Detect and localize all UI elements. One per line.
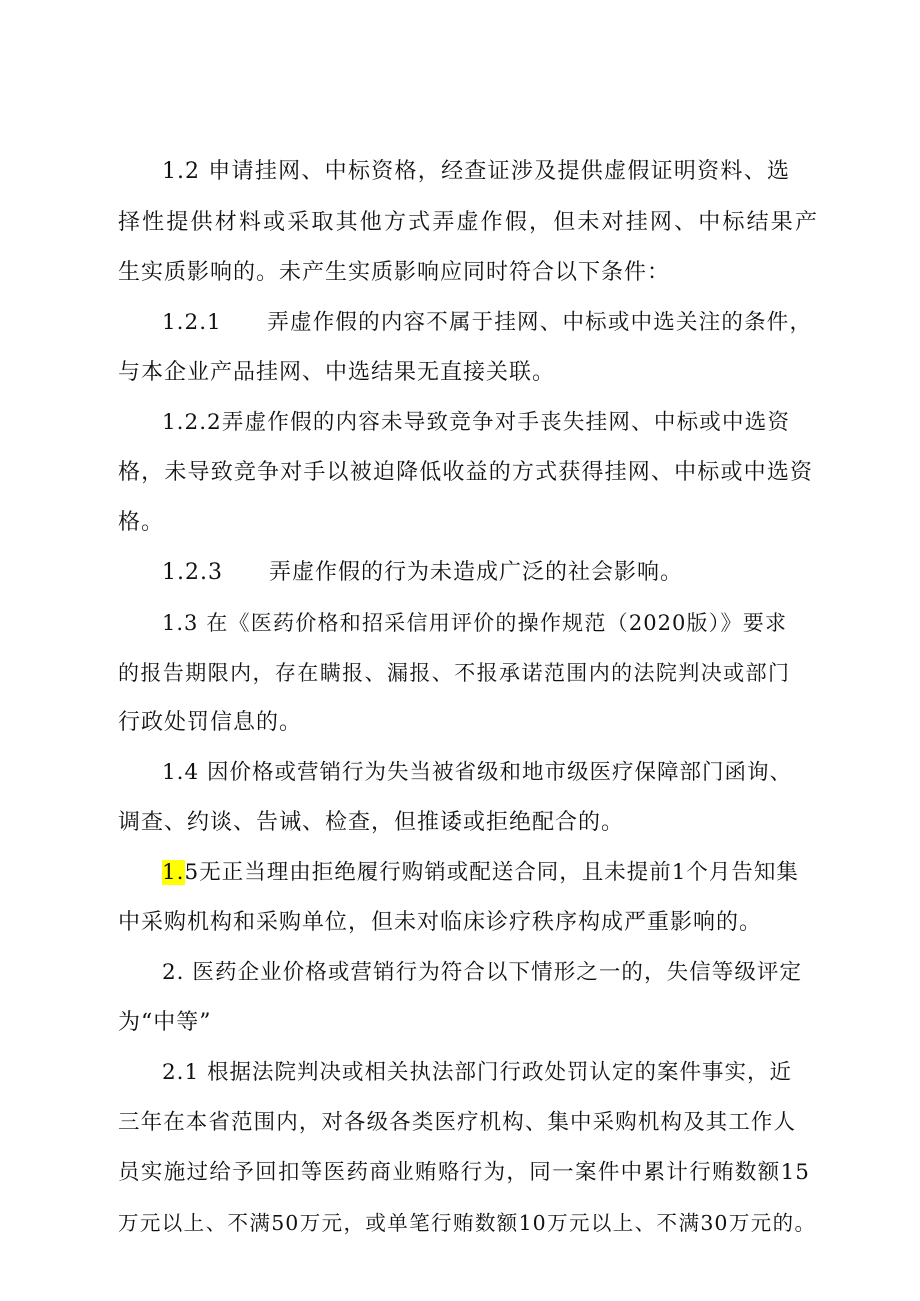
paragraph-4-line-1: 1.2.3 弄虚作假的行为未造成广泛的社会影响。	[162, 560, 683, 585]
paragraph-1-line-1: 1.2 申请挂网、中标资格，经查证涉及提供虚假证明资料、选	[162, 159, 790, 184]
paragraph-5-line-2: 的报告期限内，存在瞒报、漏报、不报承诺范围内的法院判决或部门	[118, 661, 790, 685]
paragraph-3-line-1: 1.2.2弄虚作假的内容未导致竞争对手丧失挂网、中标或中选资	[162, 410, 790, 435]
paragraph-7-line-1-text: 5无正当理由拒绝履行购销或配送合同，且未提前1个月告知集	[184, 860, 799, 885]
paragraph-5-line-3: 行政处罚信息的。	[118, 710, 303, 735]
paragraph-9-line-4: 万元以上、不满50万元，或单笔行贿数额10万元以上、不满30万元的。	[118, 1211, 816, 1235]
paragraph-3-line-3: 格。	[118, 510, 165, 535]
paragraph-6-line-2: 调查、约谈、告诫、检查，但推诿或拒绝配合的。	[118, 810, 625, 835]
paragraph-1-line-3: 生实质影响的。未产生实质影响应同时符合以下条件：	[118, 260, 671, 285]
paragraph-2-line-2: 与本企业产品挂网、中选结果无直接关联。	[118, 360, 556, 385]
paragraph-9-line-3: 员实施过给予回扣等医药商业贿赂行为，同一案件中累计行贿数额15	[118, 1160, 810, 1185]
paragraph-2-line-1: 1.2.1 弄虚作假的内容不属于挂网、中标或中选关注的条件，	[162, 310, 812, 335]
paragraph-7-line-1	[162, 858, 802, 888]
paragraph-6-line-1: 1.4 因价格或营销行为失当被省级和地市级医疗保障部门函询、	[162, 760, 793, 785]
paragraph-9-line-2: 三年在本省范围内，对各级各类医疗机构、集中采购机构及其工作人	[118, 1110, 796, 1135]
paragraph-9-line-1: 2.1 根据法院判决或相关执法部门行政处罚认定的案件事实，近	[162, 1060, 793, 1085]
highlighted-text: 1.	[162, 860, 185, 885]
paragraph-8-line-1: 2. 医药企业价格或营销行为符合以下情形之一的，失信等级评定	[162, 960, 802, 985]
paragraph-7-line-2: 中采购机构和采购单位，但未对临床诊疗秩序构成严重影响的。	[118, 910, 763, 935]
paragraph-8-line-2: 为“中等”	[118, 1010, 212, 1035]
paragraph-5-line-1: 1.3 在《医药价格和招采信用评价的操作规范（2020版）》要求	[162, 611, 787, 635]
paragraph-3-line-2: 格，未导致竞争对手以被迫降低收益的方式获得挂网、中标或中选资	[118, 460, 813, 485]
paragraph-1-line-2: 择性提供材料或采取其他方式弄虚作假，但未对挂网、中标结果产	[118, 210, 818, 235]
